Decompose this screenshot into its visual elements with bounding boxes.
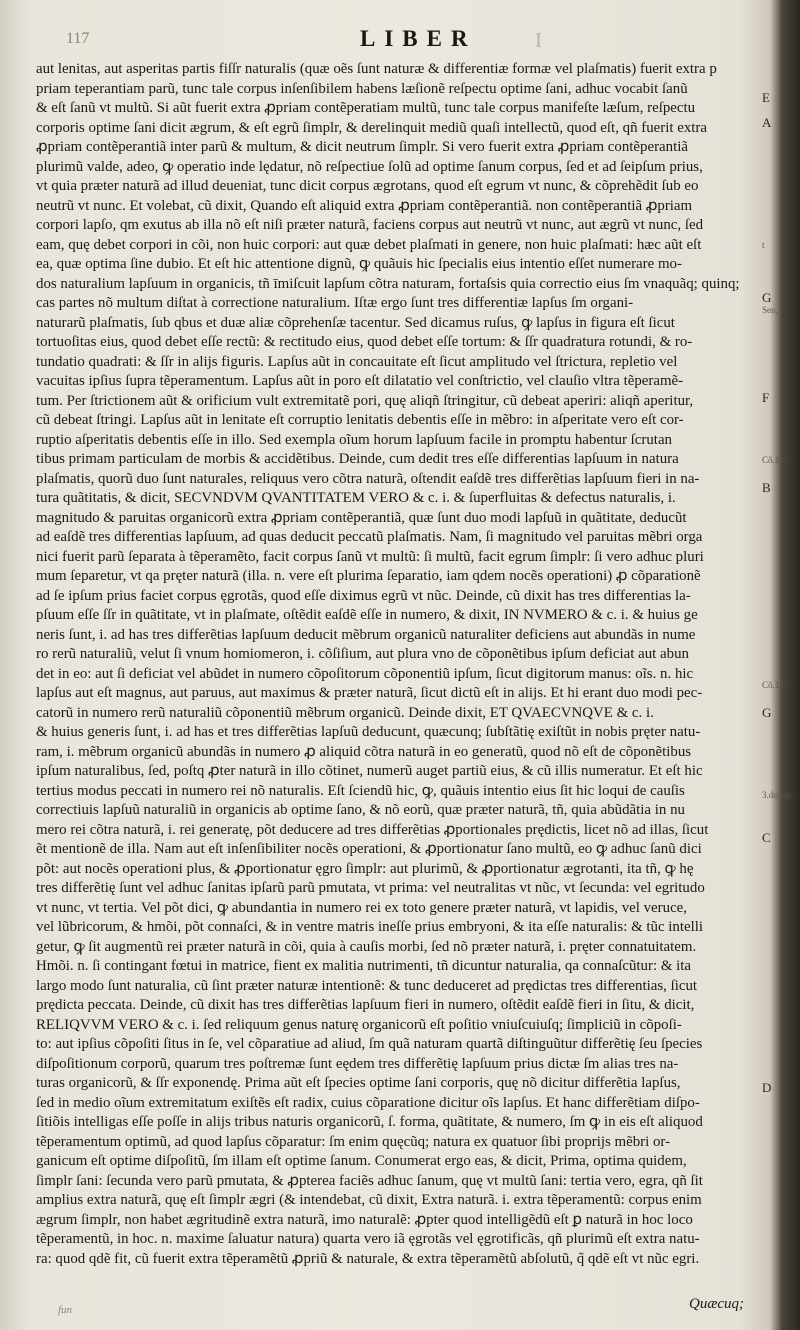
text-line: plaſmatis, quorũ duo ſunt naturales, reliquus vero cõtra naturã, oſtendit eaſdẽ tres differẽtias lapſuum fieri in na- — [36, 470, 700, 487]
text-line: nici fuerit parũ ſeparata à tẽperamẽto, facit corpus ſanũ vt multũ: ſi multũ, facit egrum ſimplr: ſi vero adhuc pluri — [36, 548, 704, 565]
text-line: pſuum eſſe ſſr in quãtitate, vt in plaſmate, oſtẽdit eaſdẽ eſſe in numero, & dixit, IN NVMERO & c. i. & huius ge — [36, 607, 698, 623]
margin-note: t — [762, 240, 765, 250]
text-line: tum. Per ſtrictionem aũt & orificium vult extremitatẽ pori, quę aliqñ ſtringitur, cũ debeat aperiri: aliqñ aperitur, — [36, 392, 694, 409]
catchword: Quæcuq; — [689, 1296, 744, 1312]
folio-number: 117 — [66, 30, 90, 47]
text-line: tundatio quadrati: & ſſr in alijs figuris. Lapſus aũt in concauitate eſt ſicut amplitudo vel ſtrictura, repletio vel — [36, 353, 678, 370]
body-text — [36, 60, 758, 1290]
text-line: ẽt mentionẽ de illa. Nam aut eſt inſenſibiliter nocẽs operationi, & ꝓportionatur ſano multũ, eo ꝙ adhuc ſanũ dici — [36, 841, 702, 857]
text-line: vel lũbricorum, & hmõi, põt connaſci, & in ventre matris ineſſe prius embryoni, & ita eſſe naturalis: & tũc intelli — [36, 919, 704, 935]
text-line: turas organicorũ, & ſſr exponendę. Prima aũt eſt ſpecies optime ſani corporis, quę nõ dicitur differẽtia lapſus, — [36, 1075, 681, 1091]
text-line: & huius generis ſunt, i. ad has et tres differẽtias lapſuũ deducunt, quæcunq; ſubſtãtię exiſtũt in nobis pręter natu- — [36, 724, 701, 740]
text-line: ꝓpriam contẽperantiã inter parũ & multum, & dicit neutrum ſimplr. Si vero fuerit extra ꝓpriam contẽperantiã — [36, 139, 688, 155]
text-line: RELIQVVM VERO & c. i. ſed reliquum genus naturę organicorũ eſt poſitio vniuſcuiuſq; ſimpliciũ in cõpoſi- — [36, 1016, 682, 1033]
text-line: corpori lapſo, qm exutus ab illa nõ eſt niſi præter naturã, faciens corpus aut neutrũ vt nunc, aut ægrũ vt nunc, ſed — [36, 217, 704, 233]
margin-note: 3.de.iup. — [762, 790, 794, 800]
text-line: ægrum ſimplr, non habet ægritudinẽ extra naturã, imo naturalẽ: ꝓpter quod intelligẽdũ eſt ꝑ naturã in hoc loco — [36, 1211, 693, 1228]
text-line: tura quãtitatis, & dicit, SECVNDVM QVANTITATEM VERO & c. i. & ſuperfluitas & defectus naturalis, i. — [36, 490, 676, 506]
text-line: aut lenitas, aut asperitas partis fiſſr naturalis (quæ oẽs ſunt naturæ & differentiæ formæ vel plaſmatis) fuerit extra p — [36, 61, 717, 77]
text-line: cas partes nõ multum diſtat à correctione naturalium. Iſtæ ergo ſunt tres differentiæ lapſus ſm organi- — [36, 295, 634, 311]
right-margin-notes — [762, 60, 792, 1300]
margin-note: Sen. — [762, 305, 778, 315]
text-line: ſimplr ſani: ſecunda vero parũ pmutata, & ꝓpterea faciẽs adhuc ſanum, quę vt multũ ſani: tertia vero, egra, qñ ſit — [36, 1172, 703, 1189]
text-line: & eſt ſanũ vt multũ. Si aũt fuerit extra ꝓpriam contẽperatiam multũ, tunc tale corpus manifeſte læſum, reſpectu — [36, 100, 696, 116]
margin-note: F — [762, 390, 770, 405]
text-line: amplius extra naturã, quę eſt ſimplr ægri (& intendebat, cũ dixit, Extra naturã. i. extra tẽperamentũ: corpus enim — [36, 1192, 702, 1208]
text-line: tẽperamentum optimũ, ad quod lapſus cõparatur: ſm enim quęcũq; natura ex quatuor ſibi proprijs mẽbri or- — [36, 1133, 671, 1150]
text-line: to: aut ipſius cõpoſiti ſitus in ſe, vel cõparatiue ad aliud, ſm quã naturam quartã diſtinguũtur differẽtię ſeu ſpecies — [36, 1036, 703, 1052]
text-line: ra: quod qdẽ fit, cũ fuerit extra tẽperamẽtũ ꝓpriũ & naturale, & extra tẽperamẽtũ abſolutũ, q̃ qdẽ eſt vt nũc egri. — [36, 1250, 700, 1267]
text-line: dos naturalium lapſuum in organicis, tñ īmiſcuit lapſum cõtra naturam, fortaſsis quia correctio eius ſm vnaquãq; quinq; — [36, 275, 740, 292]
text-line: ganicum eſt optime diſpoſitũ, ſm illam eſt optime ſanum. Conumerat ergo eas, & dicit, Prima, optima quidem, — [36, 1153, 687, 1169]
margin-note: Cõ.13. — [762, 680, 787, 690]
text-line: mero rei cõtra naturã, i. rei generatę, põt deducere ad tres differẽtias ꝓportionales prędictis, licet nõ ad illas, ſicut — [36, 821, 709, 838]
text-line: tres differẽtię ſunt vel adhuc ſanitas ipſarũ parũ pmutata, vt prima: vel neutralitas vt nũc, vt ſecunda: vel egritudo — [36, 880, 705, 896]
margin-note: G — [762, 705, 772, 720]
text-line: cũ debeat ſtringi. Lapſus aũt in lenitate eſt corruptio lenitatis debentis eſſe in mẽbro: in aſperitate vero eſt cor- — [36, 412, 684, 428]
text-line: catorũ in numero rerũ naturaliũ cõponentiũ mẽbrum organicũ. Deinde dixit, ET QVAECVNQVE & c. i. — [36, 704, 654, 721]
text-line: getur, ꝙ ſit augmentũ rei præter naturã in cõi, quia à cauſis morbi, ſed nõ præter naturã, i. pręter connatuitatem. — [36, 938, 697, 955]
text-line: correctiuis lapſuũ naturaliũ in organicis ab optime ſano, & nõ eorũ, quæ præter naturã, tñ, quia abũdãtia in nu — [36, 802, 685, 818]
text-line: ea, quæ optima ſine dubio. Et eſt hic attentione dignũ, ꝙ quãuis hic ſpecialis eius intentio eſſet numerare mo- — [36, 256, 682, 272]
margin-note: C — [762, 830, 771, 845]
text-line: ad eaſdẽ tres differentias lapſuum, ad quas deducit peccatũ plaſmatis. Nam, ſi magnitudo vel paruitas mẽbri orga — [36, 529, 703, 545]
text-line: det in eo: aut ſi deficiat vel abũdet in numero cõpoſitorum cõponentiũ ipſum, ſicut digitorum manus: oĩs. n. hic — [36, 665, 694, 682]
text-line: põt: aut nocẽs operationi plus, & ꝓportionatur ęgro ſimplr: aut plurimũ, & ꝓportionatur ægrotanti, ita tñ, ꝙ hę — [36, 860, 694, 877]
text-line: mum ſeparetur, vt qa pręter naturã (illa. n. vere eſt plurima ſeparatio, iam qdem nocẽs operationi) ꝓ cõparationẽ — [36, 568, 701, 584]
margin-note: G — [762, 290, 772, 305]
text-line: vt quia præter naturã ad illud deueniat, tunc dicit corpus ægrotans, quod eſt egrum vt nunc, & cõprehẽdit ſub eo — [36, 178, 699, 194]
text-line: ipſum naturalibus, ſed, poſtq ꝓter naturã in illo cõtinet, numerũ auget partiũ eius, & cũ illis numeratur. Et eſt hic — [36, 763, 703, 779]
signature-mark: fun — [58, 1304, 73, 1316]
text-line: tẽperamentũ, in hoc. n. maxime ſaluatur natura) quarta vero iã ęgrotãs vel ęgrotificãs, qñ plurimũ eſt extra natu- — [36, 1231, 700, 1247]
text-line: prędicta peccata. Deinde, cũ dixit has tres differẽtias lapſuum fieri in numero, oſtẽdit eaſdẽ fieri in ſitu, & dicit, — [36, 997, 695, 1013]
text-line: eam, quę debet corpori in cõi, non huic corpori: aut quæ debet plaſmati in genere, non huic plaſmati: hæc aũt eſt — [36, 236, 702, 253]
text-line: priam teperantiam parũ, tunc tale corpus inſenſibilem habens læſionẽ reſpectu optime ſani, adhuc vocabit ſanũ — [36, 80, 688, 97]
text-line: tibus primam particulam de morbis & accidẽtibus. Deinde, cum dedit tres eſſe differentias lapſuum in natura — [36, 451, 679, 467]
text-line: diſpoſitionum corporũ, quarum tres poſtremæ ſunt eędem tres differẽtię lapſuum prius dictæ ſm alias tres na- — [36, 1055, 679, 1072]
text-line: Hmõi. n. ſi contingant fœtui in matrice, fient ex malitia nutrimenti, tñ dicuntur naturalia, qa connaſcũtur: & ita — [36, 958, 692, 974]
text-line: neutrũ vt nunc. Et volebat, cũ dixit, Quando eſt aliquid extra ꝓpriam contẽperantiã. non contẽperantiã ꝓpriam — [36, 197, 693, 214]
text-line: neris ſunt, i. ad has tres differẽtias lapſuum deducit mẽbrum organicũ naturaliter deficiens aut abundãs in nume — [36, 626, 696, 643]
text-line: naturarũ plaſmatis, ſub qbus et duæ aliæ cõprehenſæ tacentur. Sed dicamus ruſus, ꝙ lapſus in figura eſt ſicut — [36, 314, 675, 331]
text-line: corporis optime ſani dicit ægrum, & eſt egrũ ſimplr, & derelinquit mediũ quaſi intellectũ, quod eſt, qñ fuerit extra — [36, 119, 707, 136]
margin-note: E — [762, 90, 770, 105]
text-line: ram, i. mẽbrum organicũ abundãs in numero ꝓ aliquid cõtra naturã in eo generatũ, quod nõ eſt de cõponẽtibus — [36, 743, 692, 760]
text-line: ruptio aſperitatis debentis eſſe in illo. Sed exempla oĩum horum lapſuum facile in promptu habentur ſcrutan — [36, 431, 673, 448]
text-line: largo modo ſunt naturalia, cũ ſint præter naturæ intentionẽ: & tunc deduceret ad prędictas tres differentias, ſicut — [36, 977, 698, 994]
page-header — [60, 24, 740, 54]
text-line: tertius modus peccati in numero rei nõ naturalis. Eſt ſciendũ hic, ꝙ, quãuis intentio eius ſit hic loqui de cauſis — [36, 782, 685, 799]
margin-note: Cõ.11. — [762, 455, 786, 465]
margin-note: D — [762, 1080, 772, 1095]
bleed-through-glyph: I — [535, 28, 542, 52]
text-line: lapſus aut eſt magnus, aut paruus, aut maximus & præter naturã, ſicut dictũ eſt in alijs. Et hi erant duo modi pec- — [36, 685, 703, 701]
margin-note: A — [762, 115, 772, 130]
running-head: LIBER — [360, 26, 477, 51]
text-line: magnitudo & paruitas organicorũ extra ꝓpriam contẽperantiã, quæ ſunt duo modi lapſuũ in quãtitate, deducũt — [36, 509, 687, 526]
margin-note: B — [762, 480, 771, 495]
text-line: ad ſe ipſum prius faciet corpus ęgrotãs, quod eſſe diximus egrũ vt nũc. Deinde, cũ dixit has tres differentias la- — [36, 587, 691, 604]
text-line: ſitiõis intelligas eſſe poſſe in alijs tribus naturis organicorũ, ſ. forma, quãtitate, & numero, ſm ꝙ in eis eſt aliquod — [36, 1114, 703, 1130]
text-line: ro rerũ naturaliũ, velut ſi vnum homiomeron, i. cõſiſium, aut plura vno de cõponẽtibus ipſum deficiat aut abun — [36, 646, 689, 662]
text-line: vacuitas ipſius ſupra tẽperamentum. Lapſus aũt in poro eſt dilatatio vel conſtrictio, vel clauſio vltra tẽperamẽ- — [36, 373, 684, 389]
text-line: plurimũ valde, adeo, ꝙ operatio inde lędatur, nõ reſpectiue ſolũ ad optime ſanum corpus, ſed et ad ſeipſum prius, — [36, 158, 703, 175]
text-line: tortuoſitas eius, quod debet eſſe rectũ: & rectitudo eius, quod debet eſſe tortum: & ſſr quadratura rotundi, & ro- — [36, 334, 693, 350]
text-line: vt nunc, vt tertia. Vel põt dici, ꝙ abundantia in numero rei ex toto genere præter naturã, vt lapidis, vel veruce, — [36, 899, 688, 916]
text-line: ſed in medio oĩum extremitatum exiſtẽs eſt radix, cuius cõparatione dicitur oĩs lapſus. Et hanc differẽtiam diſpo- — [36, 1094, 700, 1111]
